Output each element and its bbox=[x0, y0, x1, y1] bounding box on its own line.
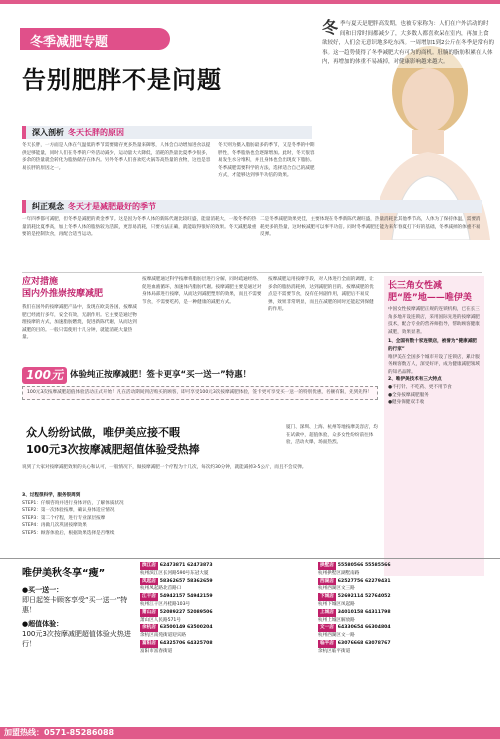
store-entry: 文一店 64330654 66304804 杭州西湖区文一路 bbox=[318, 625, 391, 639]
measures-left-text: 我们在国外的按摩减肥产品中，发现在欧美各国，按摩减肥已经流行多年，安全有效，无副作用。它主要是通过物理按摩的方式，加速脂肪燃烧，促进新陈代谢，从而达到减肥的目的。一般只需使用十几分钟，就能消耗大量热量。 bbox=[22, 305, 137, 341]
steps-block bbox=[22, 492, 378, 538]
section-tag: 深入剖析 bbox=[32, 128, 64, 137]
measures-mid-text: 按摩减肥通过科学按摩将脂肪层进行分解，同时疏通经络、促进血液循环，加速体内脂肪代谢。按摩减肥主要是通过对身体局部进行按摩，从而达到减肥塑形的效果，而且不需要节食，不需要吃药，是一种健康的减肥方式。 bbox=[142, 277, 262, 305]
step-item: STEP3：第二个疗程，进行专业深层按摩 bbox=[22, 515, 106, 521]
step-item: STEP5：顾客体验后，根据效果选择是否继续 bbox=[22, 530, 115, 536]
promo-line-2: 100元3次按摩减肥超值体验受热捧 bbox=[26, 443, 200, 456]
promo-card bbox=[22, 564, 132, 649]
promo-body: 说到了大家对按摩减肥效果的关心和认可，一般情况下，做按摩减肥一个疗程为十几次，每次约30分钟，就能减掉3-5公斤，而且不会反弹。 bbox=[22, 465, 307, 470]
promo-side-text: 厦门、深圳、上海、杭州等地按摩美容店，均在试做中，超值体验，众多女性纷纷前往体验，活动火爆，场面热烈。 bbox=[286, 425, 378, 446]
store-entry: 拱墅店 55580566 55585566 杭州拱墅区湖墅南路 bbox=[318, 563, 391, 576]
side-item: ●全身按摩减肥服务 bbox=[388, 392, 429, 398]
step-item: STEP4：再做几次巩固按摩效果 bbox=[22, 523, 87, 529]
promo-line-1: 众人纷纷试做，唯伊美应接不暇 bbox=[26, 426, 180, 439]
promo-desc: 100元3次按摩减肥超值体验活动正式开始！凡在活动期间到店购买的顾客，即可享受100元3次按摩减肥体验，签卡更可享受买一送一的特别优惠，名额有限，先到先得！ bbox=[22, 386, 378, 400]
card-text-2: 100元3次按摩减肥超值体验火热进行！ bbox=[22, 630, 131, 648]
card-title: 唯伊美秋冬享“瘦” bbox=[22, 568, 106, 579]
headline: 告别肥胖不是问题 bbox=[22, 65, 222, 94]
promo-title: 体验纯正按摩减肥！签卡更享“买一送一”特惠！ bbox=[70, 370, 252, 380]
side-title: 长三角女性减肥“胜”地——唯伊美 bbox=[388, 281, 472, 303]
card-text-1: 即日起签卡顾客享受“买一送一”特惠！ bbox=[22, 596, 128, 614]
divider bbox=[0, 558, 500, 559]
step-item: STEP1：仔细咨询并进行身体评估，了解体质状况 bbox=[22, 500, 124, 506]
store-entry: 临平店 63076668 63078767 余杭区临平街道 bbox=[318, 640, 391, 654]
analysis-left-text: 冬天长胖，一方面是人体在气温低的季节需要储存更多热量来御寒，人体会自动增加进食以提供足够能量，同时人们在冬季的户外活动减少，运动量大大降低，消耗的热量比夏季少很多，多余的热量就会转化为脂肪储存在体内。另外冬季人们喜欢吃火锅等高热量的食物，这也是容易长胖的原因之一。 bbox=[22, 143, 211, 171]
measures-heading bbox=[22, 276, 137, 300]
concept-right-text: 二是冬季减肥效果更佳，主要体现在冬季新陈代谢旺盛，热量消耗比其他季节高，人体为了保持体温，需要消耗更多的热量，这时候减肥可以事半功倍。同时冬季减肥还能为来年春夏打下好的基础，冬季减掉的体重不易反弹。 bbox=[260, 217, 481, 238]
side-heading-2: 2、唯伊美技术有三大特点 bbox=[388, 377, 442, 383]
top-bar bbox=[0, 0, 500, 4]
store-entry: 萧山店 52089227 52089506 萧山区人民路571号 bbox=[140, 609, 213, 623]
store-entry: 江干店 54942157 54942159 杭州江干区丹桂路103号 bbox=[140, 594, 213, 607]
side-panel bbox=[384, 276, 484, 576]
section-title: 冬天长胖的原因 bbox=[68, 128, 124, 137]
section-title: 冬天才是减肥最好的季节 bbox=[68, 202, 156, 211]
measures-title: 国内外推崇按摩减肥 bbox=[22, 289, 104, 299]
store-list-left bbox=[140, 562, 310, 656]
side-heading-1: 1、全国有数十家连锁店，被誉为“健康减肥的行家” bbox=[388, 339, 477, 352]
side-text: 中国女性按摩减肥正规的连锁机构，已在长三角多地开设连锁店，采用国际先进的按摩减肥技术，配合专业的营养师指导，帮助顾客健康减肥，效果显著。 bbox=[388, 307, 480, 335]
side-item: ●不打针、不吃药、更不用节食 bbox=[388, 384, 452, 390]
card-label-2: ●超值体验： bbox=[22, 620, 64, 628]
store-entry: 富阳店 64325706 64325708 富阳市富春街道 bbox=[140, 640, 213, 654]
measures-right-text: 按摩减肥运用按摩手段，对人体进行全面的调理，让多余的脂肪消耗掉，达到减肥的目的。按摩减肥的优点是不需要节食，没有任何副作用，减肥后不易反弹，效果非常明显，而且在减肥的同时还能起到保健的作用。 bbox=[268, 277, 374, 313]
measures-tag: 应对措施 bbox=[22, 277, 59, 287]
divider bbox=[22, 272, 482, 273]
section-tag: 纠正观念 bbox=[32, 202, 64, 211]
store-entry: 下城店 52692114 52764052 杭州下城区凤起路 bbox=[318, 594, 391, 607]
store-entry: 凤起店 58362657 58362659 杭州凤起路北首路口 bbox=[140, 578, 213, 592]
intro-text bbox=[322, 20, 494, 68]
card-label-1: ●买一送一： bbox=[22, 586, 64, 594]
store-entry: 西湖店 62527756 62279431 杭州西湖区文三路 bbox=[318, 578, 391, 592]
analysis-right-text: 冬天则为摄入脂肪最多的季节，又是冬季的中期胖性，冬季脂肪也会逐渐增加。此时，冬天很容易发生水分堆积，并且身体也会出现皮下脂肪。冬季减肥需要科学的方法，选择适合自己的减肥方式，才能够达到事半功倍的效果。 bbox=[218, 143, 315, 179]
section-analysis-heading bbox=[22, 126, 312, 139]
store-list-right bbox=[318, 562, 488, 656]
steps-title: 3、过程很科学，服务很周到 bbox=[22, 493, 81, 498]
concept-left-text: 一年四季都可减肥，但冬季是减肥的黄金季节。这是因为冬季人体的新陈代谢比较旺盛，能量消耗大，一般冬季的热量消耗比夏季高，加上冬季人体的脂肪较为活跃，更容易消耗，只要方法正确，就能取得很好的效果。冬天减肥最重要的是控制饮食，再配合适当运动。 bbox=[22, 217, 257, 238]
side-item: ●健身保健双丰收 bbox=[388, 400, 425, 406]
promo-badge: 100元 bbox=[22, 367, 67, 384]
store-entry: 余杭店 63500149 63500204 余杭区南苑街道迎宾路 bbox=[140, 625, 213, 639]
section-concept-heading bbox=[22, 200, 482, 213]
topic-banner: 冬季减肥专题 bbox=[20, 28, 170, 50]
step-item: STEP2：第一次体验按摩，确认身体适应情况 bbox=[22, 508, 115, 514]
store-entry: 滨江店 62473871 62473873 杭州滨江区长河路590号东冠大厦 bbox=[140, 563, 213, 576]
store-entry: 上城店 34010158 64311798 杭州上城区解放路 bbox=[318, 609, 391, 623]
intro-drop-cap: 冬 bbox=[322, 18, 339, 37]
side-text-1: 唯伊美在全国多个城市开设了连锁店，累计服务顾客数万人，深受好评，成为健康减肥领域的知名品牌。 bbox=[388, 354, 480, 375]
franchise-hotline: 加盟热线：0571-85286088 bbox=[0, 727, 500, 739]
intro-body: 季与夏天是肥胖高发期，也被专家称为：人们在户外活动的时间和日常时间都减少了，大多数人都喜欢呆在室内，再加上食欲较好，人们会无意识地多吃东西。一周增加1到2公斤在冬季是常有的事。这一趋势使得了冬季减肥大有可为的商机。肚腩的脂肪积累在人体内，再增加的体重不易减掉，对健康影响越来越大。 bbox=[322, 21, 495, 65]
